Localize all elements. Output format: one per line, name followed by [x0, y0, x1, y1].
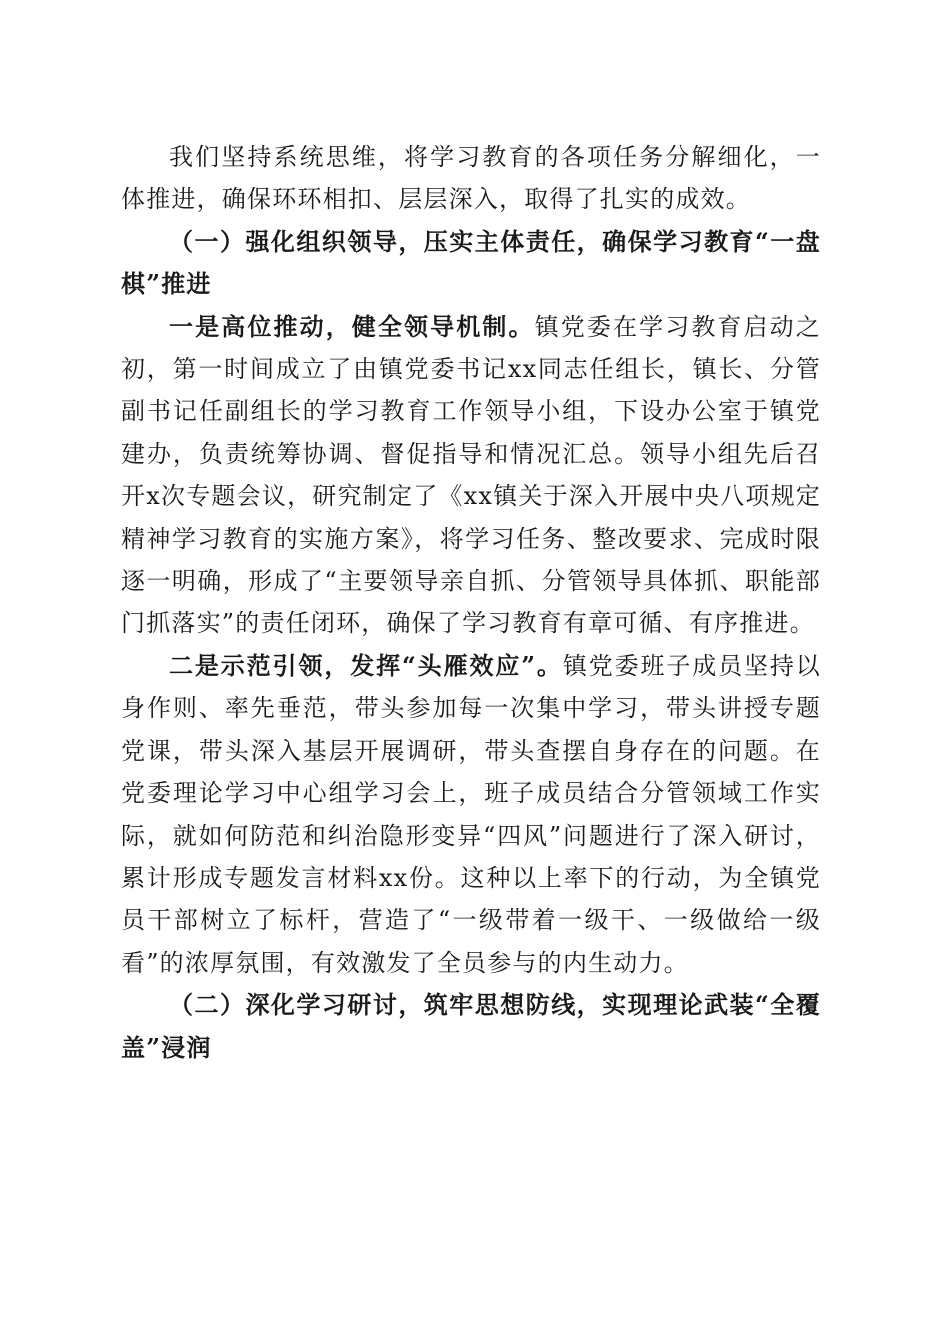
body-paragraph-exemplary [121, 645, 821, 984]
paragraph-lead: 二是示范引领，发挥“头雁效应”。 [169, 650, 563, 680]
section-heading-1 [121, 221, 821, 306]
heading-text: （二）深化学习研讨，筑牢思想防线，实现理论武装“全覆盖”浸润 [121, 990, 821, 1062]
section-heading-2 [121, 984, 821, 1069]
paragraph-text: 我们坚持系统思维，将学习教育的各项任务分解细化，一体推进，确保环环相扣、层层深入，取得了扎实的成效。 [121, 143, 821, 214]
body-paragraph-leadership [121, 306, 821, 645]
heading-text: （一）强化组织领导，压实主体责任，确保学习教育“一盘棋”推进 [121, 226, 821, 299]
paragraph-text: 镇党委在学习教育启动之初，第一时间成立了由镇党委书记xx同志任组长，镇长、分管副书记任副组长的学习教育工作领导小组，下设办公室于镇党建办，负责统筹协调、督促指导和情况汇总。领导小组先后召开x次专题会议，研究制定了《xx镇关于深入开展中央八项规定精神学习教育的实施方案》，将学习任务、整改要求、完成时限逐一明确，形成了“主要领导亲自抓、分管领导具体抓、职能部门抓落实”的责任闭环，确保了学习教育有章可循、有序推进。 [121, 312, 821, 638]
body-paragraph-intro [121, 136, 821, 221]
paragraph-lead: 一是高位推动，健全领导机制。 [169, 311, 535, 341]
paragraph-text: 镇党委班子成员坚持以身作则、率先垂范，带头参加每一次集中学习，带头讲授专题党课，带头深入基层开展调研，带头查摆自身存在的问题。在党委理论学习中心组学习会上，班子成员结合分管领域工作实际，就如何防范和纠治隐形变异“四风”问题进行了深入研讨，累计形成专题发言材料xx份。这种以上率下的行动，为全镇党员干部树立了标杆，营造了“一级带着一级干、一级做给一级看”的浓厚氛围，有效激发了全员参与的内生动力。 [121, 651, 821, 977]
document-page [121, 136, 821, 1069]
